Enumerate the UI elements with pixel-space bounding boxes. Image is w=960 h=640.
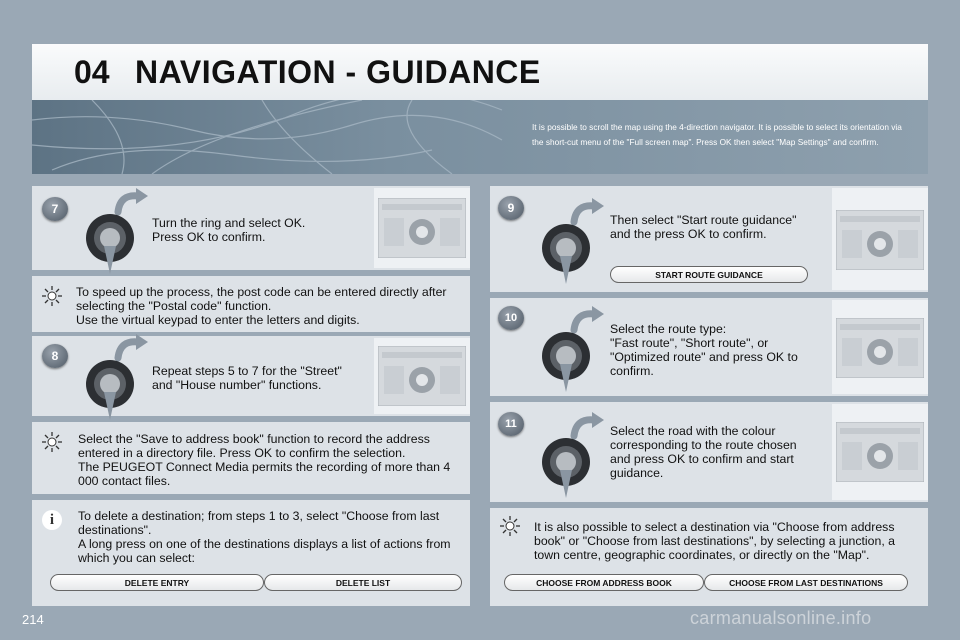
delete-list-button[interactable]: DELETE LIST bbox=[264, 574, 462, 591]
start-route-guidance-button[interactable]: START ROUTE GUIDANCE bbox=[610, 266, 808, 283]
step-number-badge: 7 bbox=[42, 197, 68, 221]
rotary-knob-icon bbox=[536, 306, 606, 392]
step-10-text: Select the route type: "Fast route", "Short route", or "Optimized route" and press OK to confirm. bbox=[610, 322, 798, 378]
step-9-text: Then select "Start route guidance" and the press OK to confirm. bbox=[610, 213, 797, 241]
step-11-panel bbox=[490, 402, 928, 502]
rotary-knob-icon bbox=[536, 412, 606, 498]
step-number-badge: 10 bbox=[498, 306, 524, 330]
radio-illustration-box bbox=[832, 404, 928, 500]
delete-entry-button[interactable]: DELETE ENTRY bbox=[50, 574, 264, 591]
choose-from-address-book-button[interactable]: CHOOSE FROM ADDRESS BOOK bbox=[504, 574, 704, 591]
choose-from-last-destinations-button[interactable]: CHOOSE FROM LAST DESTINATIONS bbox=[704, 574, 908, 591]
info-icon: i bbox=[42, 510, 62, 530]
tip-postcode-panel bbox=[32, 276, 470, 332]
page-header bbox=[32, 44, 928, 100]
info-delete-text: To delete a destination; from steps 1 to 3, select "Choose from last destinations". A long press on one of the destinations displays a list of actions from which you can select: bbox=[78, 509, 451, 565]
tip-choose-panel bbox=[490, 508, 928, 606]
rotary-knob-icon bbox=[80, 188, 150, 274]
chapter-number: 04 bbox=[74, 54, 110, 90]
rotary-knob-icon bbox=[80, 334, 150, 420]
radio-illustration-box bbox=[374, 338, 470, 414]
tip-choose-text: It is also possible to select a destination via "Choose from address book" or "Choose from last destinations", by selecting a junction, a town centre, geographic coordinates, or directly on the "Map". bbox=[534, 520, 896, 562]
page-title: NAVIGATION - GUIDANCE bbox=[135, 54, 541, 90]
tip-addressbook-panel bbox=[32, 422, 470, 494]
step-7-text: Turn the ring and select OK. Press OK to confirm. bbox=[152, 216, 306, 244]
intro-text: It is possible to scroll the map using the 4-direction navigator. It is possible to select its orientation via the short-cut menu of the "Full screen map". Press OK then select "Map Settings" and confirm. bbox=[532, 122, 902, 147]
sun-bulb-icon bbox=[42, 432, 62, 452]
step-number-badge: 9 bbox=[498, 196, 524, 220]
step-number-badge: 8 bbox=[42, 344, 68, 368]
radio-unit-icon bbox=[836, 318, 924, 378]
radio-illustration-box bbox=[374, 188, 470, 268]
step-9-panel bbox=[490, 186, 928, 292]
radio-unit-icon bbox=[378, 346, 466, 406]
radio-unit-icon bbox=[836, 210, 924, 270]
rotary-knob-icon bbox=[536, 198, 606, 284]
step-number-badge: 11 bbox=[498, 412, 524, 436]
step-10-panel bbox=[490, 298, 928, 396]
tip-addressbook-text: Select the "Save to address book" function to record the address entered in a directory file. Press OK to confirm the selection. The PEUGEOT Connect Media permits the recording of more than 4 000 contact files. bbox=[78, 432, 451, 488]
page-number: 214 bbox=[22, 612, 44, 627]
step-8-panel bbox=[32, 336, 470, 416]
watermark: carmanualsonline.info bbox=[690, 608, 872, 628]
info-delete-panel bbox=[32, 500, 470, 606]
radio-illustration-box bbox=[832, 300, 928, 394]
tip-postcode-text: To speed up the process, the post code can be entered directly after selecting the "Postal code" function. Use the virtual keypad to enter the letters and digits. bbox=[76, 285, 447, 327]
radio-unit-icon bbox=[378, 198, 466, 258]
intro-banner bbox=[32, 100, 928, 174]
step-7-panel bbox=[32, 186, 470, 270]
step-11-text: Select the road with the colour corresponding to the route chosen and press OK to confirm and start guidance. bbox=[610, 424, 797, 480]
sun-bulb-icon bbox=[42, 286, 62, 306]
sun-bulb-icon bbox=[500, 516, 520, 536]
step-8-text: Repeat steps 5 to 7 for the "Street" and "House number" functions. bbox=[152, 364, 342, 392]
radio-unit-icon bbox=[836, 422, 924, 482]
radio-illustration-box bbox=[832, 188, 928, 290]
